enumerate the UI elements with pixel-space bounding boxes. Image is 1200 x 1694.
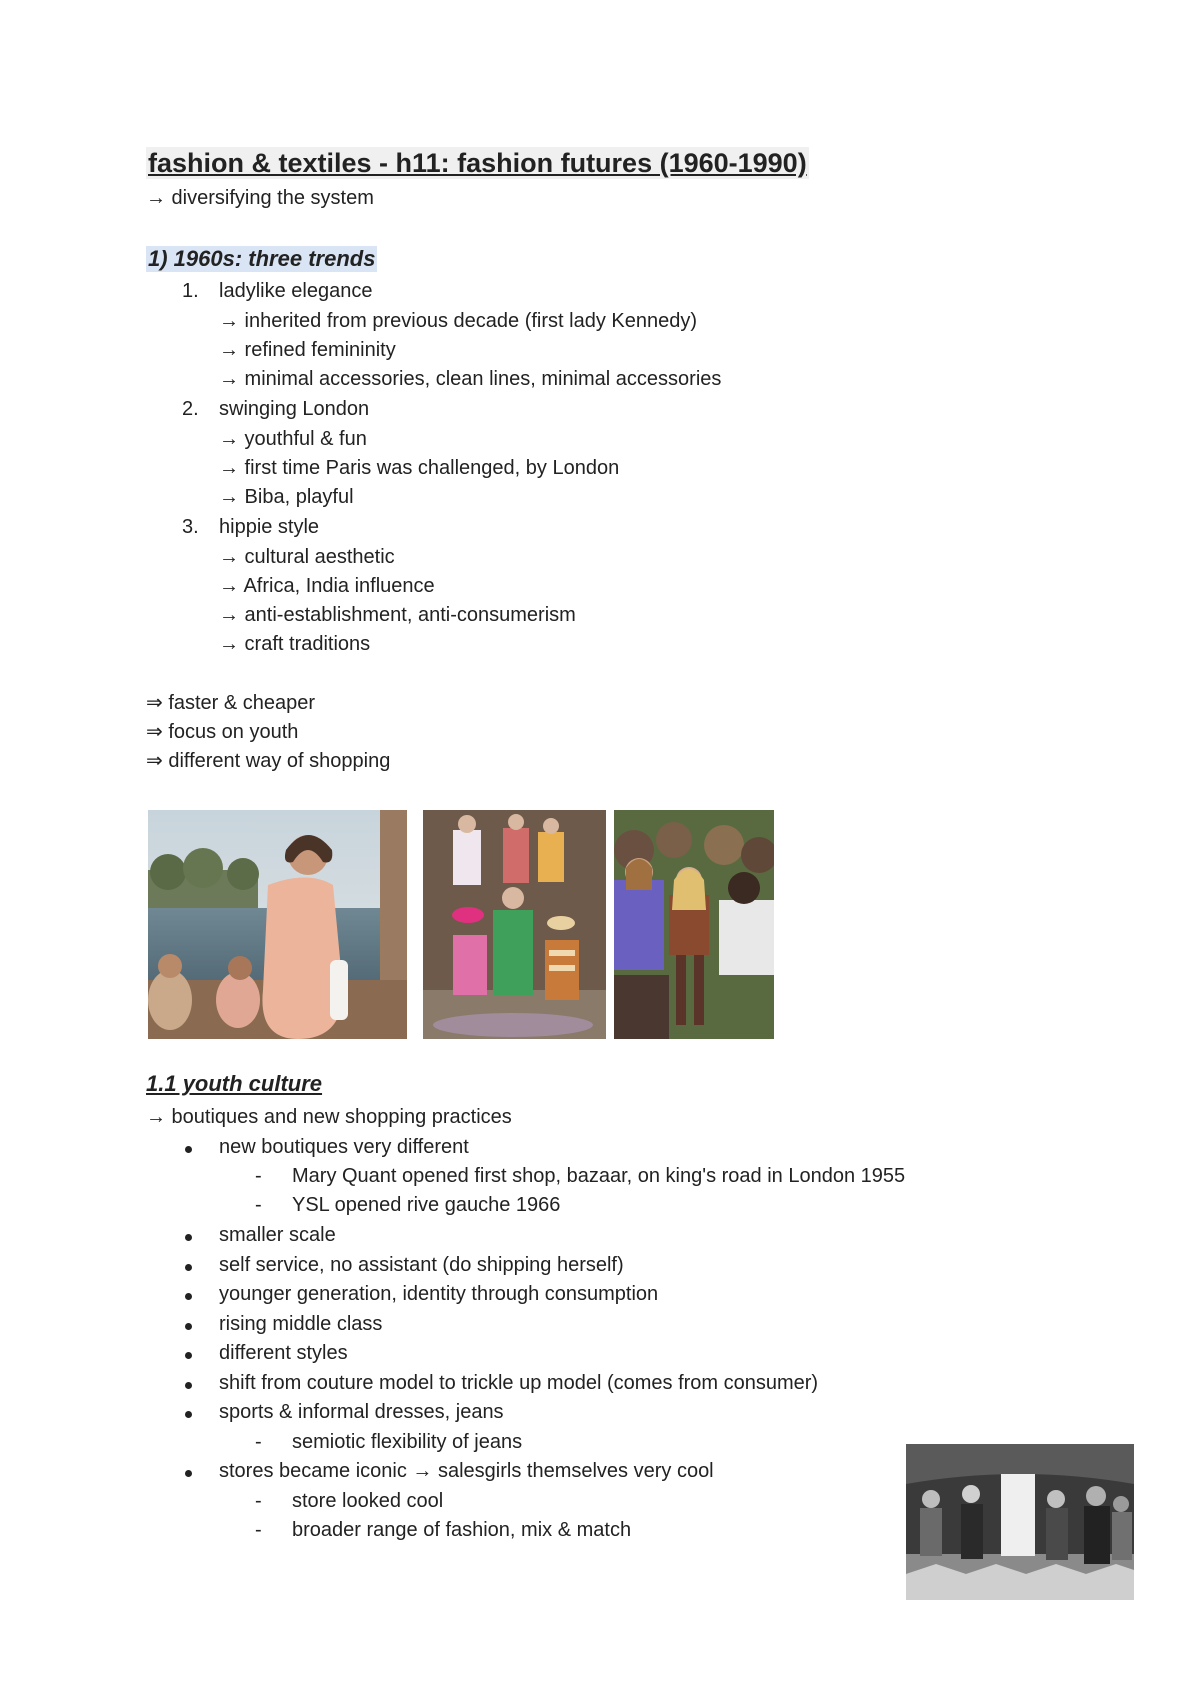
bullet-item: shift from couture model to trickle up model (comes from consumer): [219, 1372, 819, 1394]
bullet-marker: [185, 1146, 192, 1153]
trend-3-note: → anti-establishment, anti-consumerism: [219, 604, 576, 626]
trend-3-note: → craft traditions: [219, 633, 371, 655]
trend-2-note: → first time Paris was challenged, by London: [219, 457, 620, 479]
bullet-item: self service, no assistant (do shipping herself): [219, 1254, 624, 1276]
trend-3-note: → cultural aesthetic: [219, 546, 395, 568]
bullet-item: stores became iconic → salesgirls themselves very cool: [219, 1460, 714, 1482]
page-title: fashion & textiles - h11: fashion futures (1960-1990): [148, 148, 807, 178]
trend-1-note: → inherited from previous decade (first lady Kennedy): [219, 310, 698, 332]
trend-3-label: hippie style: [219, 516, 320, 538]
trend-2-number: 2.: [182, 398, 199, 420]
bullet-item: sports & informal dresses, jeans: [219, 1401, 504, 1423]
bullet-marker: [185, 1234, 192, 1241]
conclusion-item: ⇒ focus on youth: [146, 721, 299, 743]
bullet-marker: [185, 1411, 192, 1418]
trend-3-note: → Africa, India influence: [219, 575, 435, 597]
photo-swinging-london: [423, 810, 606, 1039]
bullet-marker: [185, 1323, 192, 1330]
photo-hippie-style: [614, 810, 774, 1039]
bullet-marker: [185, 1352, 192, 1359]
trend-1-label: ladylike elegance: [219, 280, 373, 302]
bullet-marker: [185, 1382, 192, 1389]
dash-marker: -: [255, 1165, 262, 1187]
bullet-item: younger generation, identity through consumption: [219, 1283, 659, 1305]
dash-marker: -: [255, 1194, 262, 1216]
bullet-marker: [185, 1264, 192, 1271]
bullet-marker: [185, 1470, 192, 1477]
sub-bullet-item: store looked cool: [292, 1490, 444, 1512]
bullet-item: different styles: [219, 1342, 348, 1364]
conclusion-item: ⇒ faster & cheaper: [146, 692, 316, 714]
trend-1-number: 1.: [182, 280, 199, 302]
photo-ladylike-elegance: [148, 810, 407, 1039]
bullet-item: new boutiques very different: [219, 1136, 469, 1158]
trend-2-label: swinging London: [219, 398, 370, 420]
dash-marker: -: [255, 1431, 262, 1453]
section-1-1-heading: 1.1 youth culture: [146, 1071, 323, 1096]
sub-bullet-item: semiotic flexibility of jeans: [292, 1431, 523, 1453]
section-1-1-intro: → boutiques and new shopping practices: [146, 1106, 512, 1128]
sub-bullet-item: Mary Quant opened first shop, bazaar, on king's road in London 1955: [292, 1165, 906, 1187]
conclusion-item: ⇒ different way of shopping: [146, 750, 391, 772]
trend-2-note: → youthful & fun: [219, 428, 367, 450]
bullet-marker: [185, 1293, 192, 1300]
bullet-item: smaller scale: [219, 1224, 336, 1246]
trend-2-note: → Biba, playful: [219, 486, 354, 508]
trend-1-note: → minimal accessories, clean lines, minimal accessories: [219, 368, 722, 390]
sub-bullet-item: YSL opened rive gauche 1966: [292, 1194, 561, 1216]
dash-marker: -: [255, 1519, 262, 1541]
sub-bullet-item: broader range of fashion, mix & match: [292, 1519, 632, 1541]
photo-boutique-interior: [906, 1444, 1134, 1600]
bullet-item: rising middle class: [219, 1313, 383, 1335]
page-subtitle: → diversifying the system: [146, 187, 374, 209]
section-1-heading: 1) 1960s: three trends: [148, 246, 376, 271]
dash-marker: -: [255, 1490, 262, 1512]
trend-3-number: 3.: [182, 516, 199, 538]
trend-1-note: → refined femininity: [219, 339, 396, 361]
